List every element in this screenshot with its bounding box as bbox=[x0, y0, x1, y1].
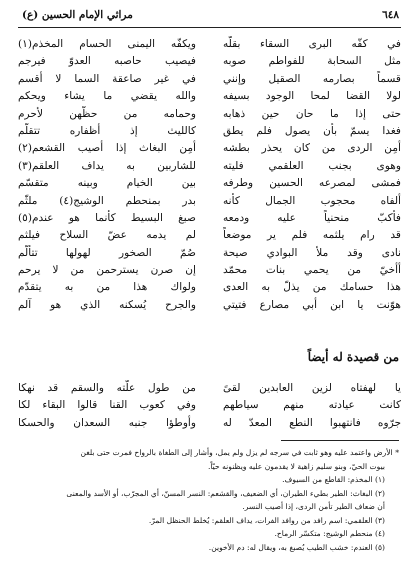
verse-second-hemistich: من طول علّته والسقم قد نهكا bbox=[18, 382, 196, 394]
verse-first-hemistich: في كفّه البرى السقاء بقلّه bbox=[223, 38, 401, 50]
verse-second-hemistich: إن صرن يسترحمن من لا يرحم bbox=[18, 264, 196, 277]
verse-second-hemistich: صُمّ الصخور لهولها تتألّم bbox=[18, 246, 196, 259]
verse-line bbox=[18, 123, 401, 140]
verse-second-hemistich: في غير صاعقة السما لا أقسم bbox=[18, 72, 196, 85]
verse-first-hemistich: يا لهفتاه لزين العابدين لقىً bbox=[223, 382, 401, 394]
verse-line bbox=[18, 262, 401, 279]
verse-second-hemistich: بدر بمنحطم الوشيج(٤) ملثّم bbox=[18, 194, 196, 207]
poem-top bbox=[18, 36, 401, 314]
footnote-line: (١) المخذم: القاطع من السيوف. bbox=[282, 475, 385, 484]
verse-second-hemistich: والجرح يُسكنه الذي هو آلم bbox=[18, 298, 196, 311]
verse-line bbox=[18, 297, 401, 314]
verse-second-hemistich: وفي كعوب القنا قالوا البقاء لكا bbox=[18, 399, 196, 412]
section-title: من قصيدة له أيضاً bbox=[307, 350, 399, 364]
verse-first-hemistich: ألفاه محجوب الجمال كأنه bbox=[223, 194, 401, 207]
verse-first-hemistich: هوّنت يا ابن أبي مصارع فتيتي bbox=[223, 298, 401, 311]
verse-first-hemistich: جرّوه فانتهبوا النطع المعدّ له bbox=[223, 416, 401, 429]
poem-bottom bbox=[18, 380, 401, 432]
footnotes bbox=[22, 446, 399, 554]
footnote-line: * الأرض واعتمد عليه وهو ثابت في سرجه لم يزل ولم يمل، وأشار إلى الطغاة بالرواح فمرت حتى بلغن bbox=[80, 448, 399, 457]
verse-line bbox=[18, 397, 401, 414]
verse-line bbox=[18, 279, 401, 296]
verse-second-hemistich: ولواك هذا من به يتقدّم bbox=[18, 281, 196, 294]
verse-second-hemistich: فيصيب حاصبه العدوّ فيرجم bbox=[18, 55, 196, 68]
footnote-line: أن ضعاف الطير تأمن الردى، إذا أصيب النسر. bbox=[242, 502, 385, 511]
verse-line bbox=[18, 415, 401, 432]
verse-first-hemistich: قد رام يلثمه فلم ير موضعاً bbox=[223, 229, 401, 242]
footnote-line: بيوت الحيّ، وبنو سليم زاهية لا يقدمون عليه ويظنونه حيّاً. bbox=[207, 461, 385, 471]
verse-line bbox=[18, 175, 401, 192]
verse-line bbox=[18, 53, 401, 70]
verse-line bbox=[18, 193, 401, 210]
verse-second-hemistich: ويكفّه اليمنى الحسام المخذم(١) bbox=[18, 38, 196, 50]
verse-first-hemistich: هذا حسامك من يذلّ به العدى bbox=[223, 281, 401, 294]
verse-second-hemistich: كالليث إذ أظفاره تتقلّم bbox=[18, 124, 196, 137]
footnote-line: (٥) العندم: خشب الطيب يُصبغ به، ويقال له: دم الأخوين. bbox=[208, 542, 385, 552]
verse-second-hemistich: وأوطؤا جنبه السعدان والحسكا bbox=[18, 416, 196, 429]
verse-first-hemistich: نادى وقد ملأ البوادي صيحة bbox=[223, 246, 401, 259]
verse-first-hemistich: مثل السحابة للفواطم صوبه bbox=[223, 55, 401, 68]
page-number: ٦٤٨ bbox=[382, 9, 399, 21]
footnote-line: (٢) البغاث: الطير بطيء الطيران، أي الضعيف، والقشعم: النسر المسنّ، أي المجرّب، أو الأسد والمعنى bbox=[66, 488, 385, 498]
verse-line bbox=[18, 245, 401, 262]
verse-second-hemistich: وحمامه من حظّهن لأحرم bbox=[18, 107, 196, 120]
verse-first-hemistich: قسماً بصارمه الصقيل وإنني bbox=[223, 72, 401, 85]
verse-line bbox=[18, 158, 401, 175]
verse-first-hemistich: لولا القضا لمحا الوجود بسيفه bbox=[223, 90, 401, 103]
verse-first-hemistich: وهوى بجنب العلقمي فليته bbox=[223, 159, 401, 172]
running-title: مراثي الإمام الحسين (ع) bbox=[22, 9, 133, 21]
verse-line bbox=[18, 210, 401, 227]
verse-first-hemistich: فمشى لمصرعه الحسين وطرفه bbox=[223, 177, 401, 190]
verse-first-hemistich: فغدا يسمّ بأن يصول فلم يطق bbox=[223, 124, 401, 137]
verse-line bbox=[18, 380, 401, 397]
verse-first-hemistich: فأكبّ منحنياً عليه ودمعه bbox=[223, 211, 401, 224]
verse-second-hemistich: بين الخيام وبينه متقسّم bbox=[18, 177, 196, 190]
verse-second-hemistich: صبغ البسيط كأنما هو عندم(٥) bbox=[18, 211, 196, 224]
page-header bbox=[18, 7, 401, 25]
verse-second-hemistich: لم يدمه عضّ السلاح فيلثم bbox=[18, 229, 196, 242]
footnote-line: (٣) العلقمي: اسم رافد من روافد الفرات، يداف العلقم: يُخلط الحنظل المرّ. bbox=[148, 515, 385, 525]
verse-first-hemistich: أمِن الردى من كان يحذر بطشه bbox=[223, 142, 401, 155]
verse-first-hemistich: أأخيّ من يحمي بنات محمّد bbox=[223, 264, 401, 277]
verse-second-hemistich: والله يقضي ما يشاء ويحكم bbox=[18, 90, 196, 103]
verse-first-hemistich: كانت عيادته منهم سياطهم bbox=[223, 399, 401, 412]
footnote-line: (٤) منحطم الوشيج: متكسّر الرماح. bbox=[274, 529, 385, 538]
verse-second-hemistich: أمِن البغاث إذا أصيب القشعم(٢) bbox=[18, 142, 196, 155]
verse-line bbox=[18, 140, 401, 157]
verse-first-hemistich: حتى إذا ما حان حين ذهابه bbox=[223, 107, 401, 120]
verse-line bbox=[18, 106, 401, 123]
verse-line bbox=[18, 36, 401, 53]
footnote-rule bbox=[281, 440, 399, 441]
verse-line bbox=[18, 88, 401, 105]
verse-second-hemistich: للشاربين به يداف العلقم(٣) bbox=[18, 159, 196, 172]
verse-line bbox=[18, 227, 401, 244]
header-rule bbox=[18, 27, 401, 28]
verse-line bbox=[18, 71, 401, 88]
